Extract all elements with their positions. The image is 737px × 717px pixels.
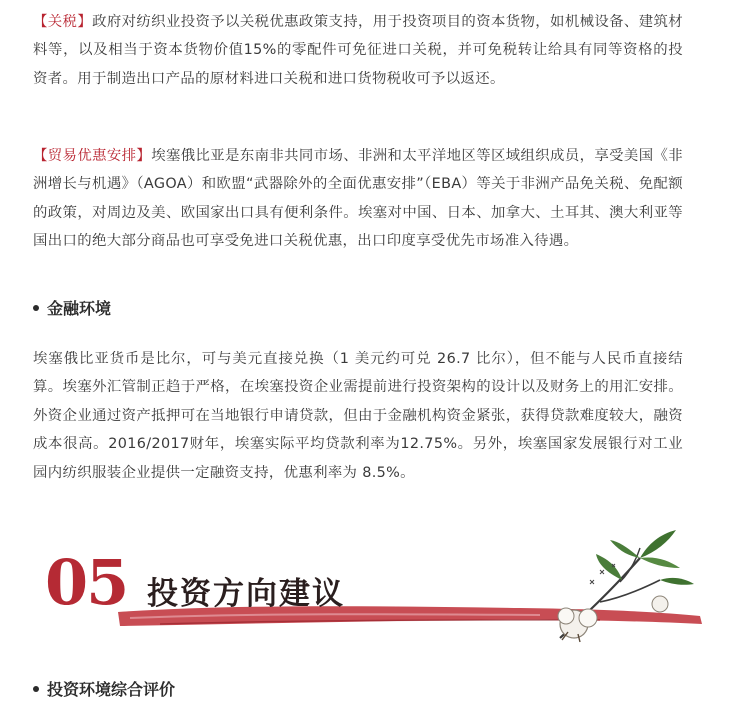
paragraph-trade — [33, 142, 683, 256]
bullet-dot-icon — [33, 305, 39, 311]
cotton-plant-icon — [558, 530, 694, 642]
bullet-evaluation-label: 投资环境综合评价 — [47, 680, 176, 699]
paragraph-finance: 埃塞俄比亚货币是比尔，可与美元直接兑换（1 美元约可兑 26.7 比尔），但不能与人民币直接结算。埃塞外汇管制正趋于严格，在埃塞投资企业需提前进行投资架构的设计以及财务上的用汇安排。外资企业通过资产抵押可在当地银行申请贷款，但由于金融机构资金紧张，获得贷款难度较大，融资成本很高。2016/2017财年，埃塞实际平均贷款利率为12.75%。另外，埃塞国家发展银行对工业园内纺织服装企业提供一定融资支持，优惠利率为 8.5%。 — [33, 351, 683, 481]
bullet-evaluation — [33, 677, 175, 700]
tag-trade: 【贸易优惠安排】 — [33, 148, 152, 164]
bullet-dot-icon — [33, 686, 39, 692]
section-number: 05 — [45, 546, 128, 619]
bullet-finance — [33, 296, 111, 319]
paragraph-tariff — [33, 8, 683, 93]
paragraph-tariff-text: 政府对纺织业投资予以关税优惠政策支持，用于投资项目的资本货物，如机械设备、建筑材料等，以及相当于资本货物价值15%的零配件可免征进口关税，并可免税转让给具有同等资格的投资者。用于制造出口产品的原材料进口关税和进口货物税收可予以返还。 — [33, 14, 683, 87]
section-title: 投资方向建议 — [147, 576, 345, 612]
paragraph-trade-text: 埃塞俄比亚是东南非共同市场、非洲和太平洋地区等区域组织成员，享受美国《非洲增长与机遇》（AGOA）和欧盟“武器除外的全面优惠安排”（EBA）等关于非洲产品免关税、免配额的政策，对周边及美、欧国家出口具有便利条件。埃塞对中国、日本、加拿大、土耳其、澳大利亚等国出口的绝大部分商品也可享受免进口关税优惠，出口印度享受优先市场准入待遇。 — [33, 148, 683, 250]
tag-tariff: 【关税】 — [33, 14, 93, 30]
bullet-finance-label: 金融环境 — [47, 299, 112, 318]
